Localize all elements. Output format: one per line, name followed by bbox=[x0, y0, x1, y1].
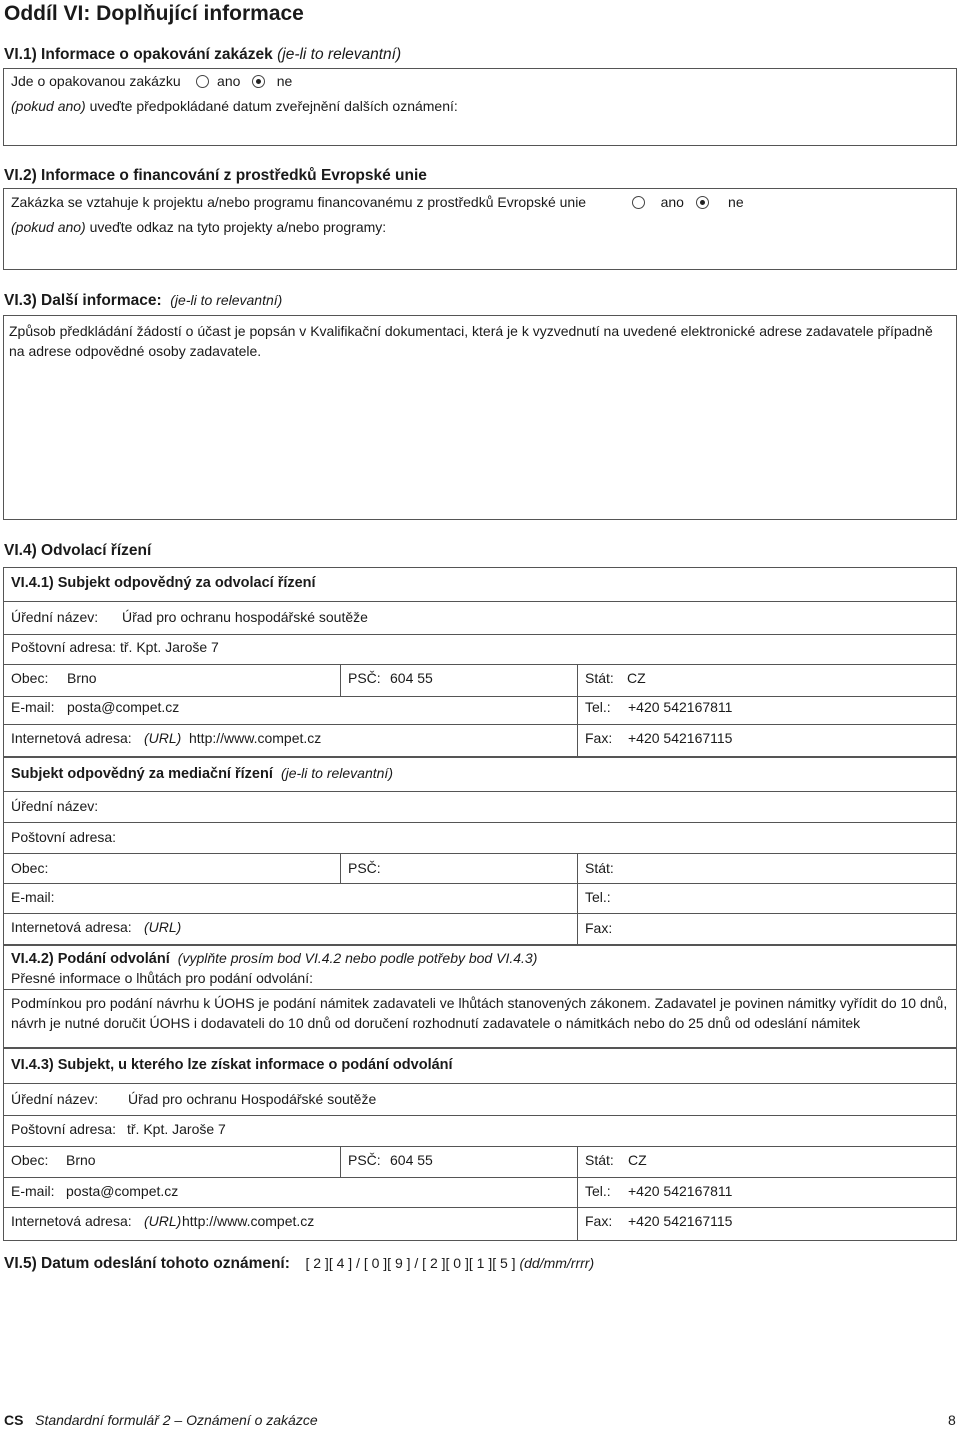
mediation-country-label: Stát: bbox=[585, 860, 614, 876]
vi41-heading: VI.4.1) Subjekt odpovědný za odvolací řízení bbox=[11, 575, 316, 591]
divider bbox=[3, 1083, 957, 1084]
vi1-yes-label: ano bbox=[217, 73, 241, 89]
vi3-text: Způsob předkládání žádostí o účast je popsán v Kvalifikační dokumentaci, která je k vyzvednutí na uvedené elektronické adrese zadavatele případně na adrese odpovědné osoby zadavatele. bbox=[9, 323, 933, 359]
vi43-name: Úřad pro ochranu Hospodářské soutěže bbox=[128, 1091, 377, 1107]
vi41-city: Brno bbox=[67, 670, 97, 686]
vi41-email-label: E-mail: bbox=[11, 699, 55, 715]
vi2-question: Zakázka se vztahuje k projektu a/nebo programu financovanému z prostředků Evropské unie bbox=[11, 194, 587, 210]
vi41-web-label: Internetová adresa: bbox=[11, 730, 132, 746]
section-title: Oddíl VI: Doplňující informace bbox=[4, 2, 304, 25]
vi41-tel: +420 542167811 bbox=[628, 699, 733, 715]
divider bbox=[340, 1146, 341, 1177]
divider bbox=[3, 913, 957, 914]
vi43-zip-label: PSČ: bbox=[348, 1152, 381, 1168]
footer-title: Standardní formulář 2 – Oznámení o zakázce bbox=[35, 1412, 318, 1428]
vi2-options bbox=[632, 194, 744, 210]
divider bbox=[577, 664, 578, 757]
vi1-no-label: ne bbox=[276, 73, 293, 89]
mediation-tel-label: Tel.: bbox=[585, 889, 611, 905]
vi43-email-label: E-mail: bbox=[11, 1183, 55, 1199]
divider bbox=[3, 1115, 957, 1116]
vi43-fax-label: Fax: bbox=[585, 1213, 613, 1229]
vi5-row bbox=[4, 1255, 594, 1273]
vi1-question: Jde o opakovanou zakázku bbox=[11, 73, 181, 89]
divider bbox=[3, 989, 957, 990]
vi43-web-label: Internetová adresa: bbox=[11, 1213, 132, 1229]
vi2-radio-no[interactable] bbox=[696, 196, 709, 209]
footer-page: 8 bbox=[948, 1412, 956, 1428]
vi3-heading: VI.3) Další informace: (je-li to relevantní) bbox=[4, 292, 283, 309]
vi5-heading: VI.5) Datum odeslání tohoto oznámení: bbox=[4, 1255, 290, 1272]
vi5-format: (dd/mm/rrrr) bbox=[519, 1255, 595, 1271]
mediation-fax-label: Fax: bbox=[585, 920, 613, 936]
vi43-tel: +420 542167811 bbox=[628, 1183, 733, 1199]
vi43-zip: 604 55 bbox=[390, 1152, 433, 1168]
vi1-ifyes: (pokud ano) uveďte předpokládané datum zveřejnění dalších oznámení: bbox=[11, 98, 458, 114]
divider bbox=[340, 664, 341, 696]
divider bbox=[3, 1207, 957, 1208]
vi41-zip-label: PSČ: bbox=[348, 670, 381, 686]
vi41-web: http://www.compet.cz bbox=[189, 730, 322, 746]
vi43-city-label: Obec: bbox=[11, 1152, 49, 1168]
vi43-fax: +420 542167115 bbox=[628, 1213, 733, 1229]
mediation-email-label: E-mail: bbox=[11, 889, 55, 905]
vi43-tel-label: Tel.: bbox=[585, 1183, 611, 1199]
vi2-ifyes: (pokud ano) uveďte odkaz na tyto projekty a/nebo programy: bbox=[11, 219, 387, 235]
vi1-heading: VI.1) Informace o opakování zakázek (je-li to relevantní) bbox=[4, 46, 402, 63]
vi43-city: Brno bbox=[66, 1152, 96, 1168]
vi42-text: Podmínkou pro podání návrhu k ÚOHS je podání námitek zadavateli ve lhůtách stanovených zákonem. Zadavatel je povinen námitky vyřídit do 10 dnů, návrh je nutné doručit ÚOHS i dodavateli do 10 dnů od doručení rozhodnutí zadavatele o námitkách nebo do 25 dnů od odeslání námitek bbox=[11, 995, 948, 1031]
vi43-country-label: Stát: bbox=[585, 1152, 614, 1168]
vi2-yes-label: ano bbox=[660, 194, 684, 210]
vi2-heading: VI.2) Informace o financování z prostředků Evropské unie bbox=[4, 167, 427, 184]
divider bbox=[3, 664, 957, 665]
vi41-web-url-tag: (URL) bbox=[144, 730, 182, 746]
vi41-country: CZ bbox=[627, 670, 646, 686]
vi43-email: posta@compet.cz bbox=[66, 1183, 179, 1199]
divider bbox=[3, 634, 957, 635]
mediation-zip-label: PSČ: bbox=[348, 860, 381, 876]
vi43-heading: VI.4.3) Subjekt, u kterého lze získat informace o podání odvolání bbox=[11, 1057, 453, 1073]
vi41-fax-label: Fax: bbox=[585, 730, 613, 746]
vi42-heading: VI.4.2) Podání odvolání (vyplňte prosím bod VI.4.2 nebo podle potřeby bod VI.4.3) bbox=[11, 950, 538, 967]
divider bbox=[3, 1177, 957, 1178]
vi43-web: http://www.compet.cz bbox=[182, 1213, 315, 1229]
vi41-country-label: Stát: bbox=[585, 670, 614, 686]
vi41-box bbox=[3, 567, 957, 757]
vi2-radio-yes[interactable] bbox=[632, 196, 645, 209]
divider bbox=[3, 853, 957, 854]
vi41-city-label: Obec: bbox=[11, 670, 49, 686]
vi2-no-label: ne bbox=[728, 194, 744, 210]
vi43-name-label: Úřední název: bbox=[11, 1091, 99, 1107]
vi42-label: Přesné informace o lhůtách pro podání odvolání: bbox=[11, 970, 313, 986]
vi43-country: CZ bbox=[628, 1152, 647, 1168]
divider bbox=[577, 1146, 578, 1241]
vi1-question-row bbox=[11, 73, 292, 89]
divider bbox=[577, 853, 578, 945]
divider bbox=[3, 696, 957, 697]
vi41-postal-label: Poštovní adresa: bbox=[11, 639, 117, 655]
vi42-text-clip bbox=[11, 993, 951, 1045]
vi41-postal: tř. Kpt. Jaroše 7 bbox=[120, 639, 219, 655]
vi41-name-label: Úřední název: bbox=[11, 609, 99, 625]
vi1-radio-yes[interactable] bbox=[196, 75, 209, 88]
divider bbox=[3, 791, 957, 792]
mediation-box bbox=[3, 757, 957, 945]
mediation-city-label: Obec: bbox=[11, 860, 49, 876]
vi41-fax: +420 542167115 bbox=[628, 730, 733, 746]
mediation-heading: Subjekt odpovědný za mediační řízení (je-li to relevantní) bbox=[11, 765, 393, 782]
footer-lang: CS bbox=[4, 1412, 24, 1428]
mediation-name-label: Úřední název: bbox=[11, 798, 99, 814]
divider bbox=[3, 883, 957, 884]
mediation-web-label: Internetová adresa: bbox=[11, 919, 132, 935]
vi43-postal-label: Poštovní adresa: bbox=[11, 1121, 117, 1137]
vi4-heading: VI.4) Odvolací řízení bbox=[4, 542, 152, 559]
vi41-email: posta@compet.cz bbox=[67, 699, 180, 715]
vi5-date: [ 2 ][ 4 ] / [ 0 ][ 9 ] / [ 2 ][ 0 ][ 1 ][ 5 ] bbox=[305, 1255, 516, 1271]
footer-left bbox=[4, 1412, 318, 1428]
vi43-web-url-tag: (URL) bbox=[144, 1213, 182, 1229]
vi43-postal: tř. Kpt. Jaroše 7 bbox=[127, 1121, 226, 1137]
vi1-radio-no[interactable] bbox=[252, 75, 265, 88]
vi41-tel-label: Tel.: bbox=[585, 699, 611, 715]
divider bbox=[3, 1146, 957, 1147]
mediation-web-url-tag: (URL) bbox=[144, 919, 182, 935]
mediation-postal-label: Poštovní adresa: bbox=[11, 829, 117, 845]
divider bbox=[3, 601, 957, 602]
divider bbox=[3, 822, 957, 823]
vi41-name: Úřad pro ochranu hospodářské soutěže bbox=[122, 609, 368, 625]
divider bbox=[3, 724, 957, 725]
divider bbox=[340, 853, 341, 883]
vi41-zip: 604 55 bbox=[390, 670, 433, 686]
